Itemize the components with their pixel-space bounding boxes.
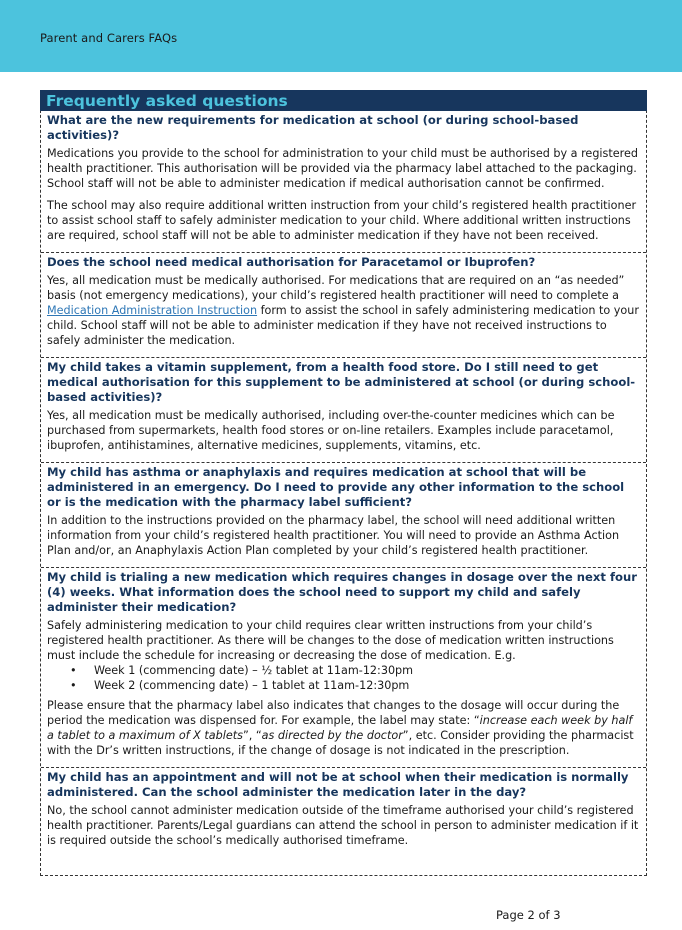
faq-question: Does the school need medical authorisation for Paracetamol or Ibuprofen? xyxy=(47,255,536,269)
faq-item-vitamin-supplement xyxy=(41,358,646,463)
faq-answer xyxy=(47,698,640,758)
bullet-icon: • xyxy=(70,664,77,677)
faq-question: My child is trialing a new medication which requires changes in dosage over the next four (4) weeks. What information does the school need to support my child and safely administer their medication? xyxy=(47,570,637,614)
answer-text: form to assist the school in safely administering medication to your child. School staff will not be able to administer medication if they have not received instructions to safely administer the medication. xyxy=(47,304,639,347)
faq-item-paracetamol xyxy=(41,253,646,358)
faq-item-appointment xyxy=(41,768,646,857)
faq-question: My child has an appointment and will not be at school when their medication is normally administered. Can the school administer the medication later in the day? xyxy=(47,770,629,799)
page-header-band xyxy=(0,0,682,72)
faq-answer xyxy=(47,273,640,348)
list-item-text: Week 1 (commencing date) – ½ tablet at 11am-12:30pm xyxy=(94,664,414,677)
faq-answer: In addition to the instructions provided on the pharmacy label, the school will need additional written information from your child’s registered health practitioner. You will need to provide an Asthma Action Plan and/or, an Anaphylaxis Action Plan completed by your child’s registered health practitioner. xyxy=(47,514,620,557)
faq-question: My child takes a vitamin supplement, from a health food store. Do I still need to get medical authorisation for this supplement to be administered at school (or during school-based activities)? xyxy=(47,360,636,404)
faq-heading: Frequently asked questions xyxy=(40,90,647,111)
example-label-text: as directed by the doctor xyxy=(261,729,403,742)
faq-item-dosage-changes xyxy=(41,568,646,768)
answer-text: Yes, all medication must be medically authorised. For medications that are required on an “as needed” basis (not emergency medications), your child’s registered health practitioner will need to complete a xyxy=(47,274,625,302)
faq-answer: Medications you provide to the school for administration to your child must be authorised by a registered health practitioner. This authorisation will be provided via the pharmacy label attached to the packaging. School staff will not be able to administer medication if medical authorisation cannot be confirmed. xyxy=(47,147,638,190)
faq-item-asthma-anaphylaxis xyxy=(41,463,646,568)
answer-text: ”, “ xyxy=(242,729,262,742)
medication-administration-instruction-link[interactable]: Medication Administration Instruction xyxy=(47,304,258,317)
faq-answer: Safely administering medication to your child requires clear written instructions from your child’s registered health practitioner. As there will be changes to the dose of medication written instructions must include the schedule for increasing or decreasing the dose of medication. E.g. xyxy=(47,619,614,662)
dosage-schedule-list xyxy=(47,663,640,693)
answer-text: Please ensure that the pharmacy label also indicates that changes to the dosage will occur during the period the medication was dispensed for. For example, the label may state: “ xyxy=(47,699,620,727)
page-number: Page 2 of 3 xyxy=(496,908,561,922)
faq-question: My child has asthma or anaphylaxis and requires medication at school that will be administered in an emergency. Do I need to provide any other information to the school or is the medication with the pharmacy label sufficient? xyxy=(47,465,625,509)
bullet-icon: • xyxy=(70,679,77,692)
faq-answer: No, the school cannot administer medication outside of the timeframe authorised your child’s registered health practitioner. Parents/Legal guardians can attend the school in person to administer medication if it is required outside the school’s medically authorised timeframe. xyxy=(47,804,639,847)
list-item xyxy=(47,678,640,693)
faq-box xyxy=(40,90,647,876)
list-item-text: Week 2 (commencing date) – 1 tablet at 11am-12:30pm xyxy=(94,679,410,692)
faq-question: What are the new requirements for medication at school (or during school-based activities)? xyxy=(47,113,579,142)
faq-answer: Yes, all medication must be medically authorised, including over-the-counter medicines which can be purchased from supermarkets, health food stores or on-line retailers. Examples include paracetamol, ibuprofen, antihistamines, alternative medicines, supplements, vitamins, etc. xyxy=(47,409,615,452)
list-item xyxy=(47,663,640,678)
faq-item-new-requirements xyxy=(41,111,646,253)
example-label-text: increase each week by half a tablet to a maximum of X tablets xyxy=(47,714,633,742)
answer-text: ”, etc. Consider providing the pharmacist with the Dr’s written instructions, if the change of dosage is not indicated in the prescription. xyxy=(47,729,634,757)
faq-answer: The school may also require additional written instruction from your child’s registered health practitioner to assist school staff to safely administer medication to your child. Where additional written instructions are required, school staff will not be able to administer medication if they have not been received. xyxy=(47,199,637,242)
document-title: Parent and Carers FAQs xyxy=(40,31,178,45)
